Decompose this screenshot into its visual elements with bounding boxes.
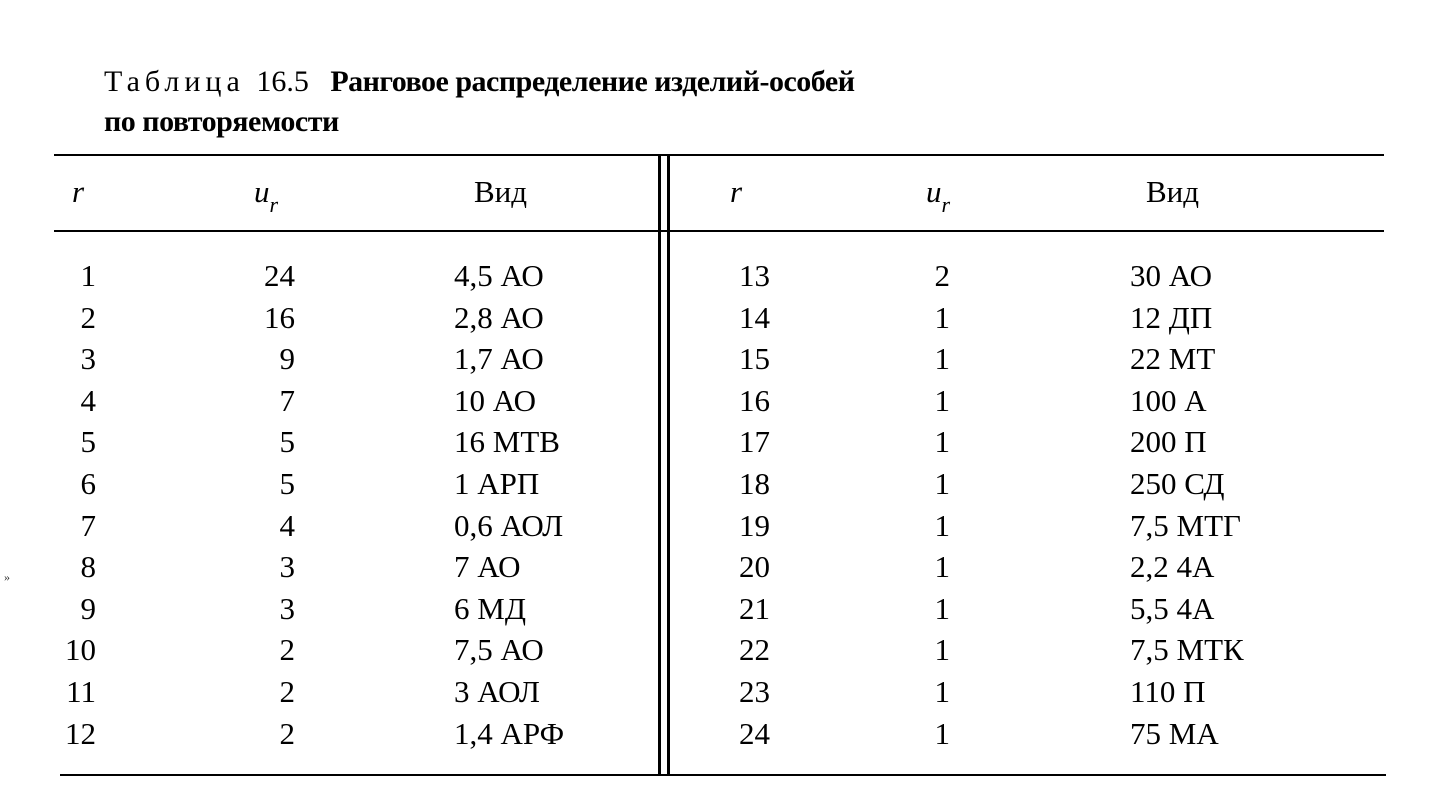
row-right-vid: 110 П	[1130, 674, 1206, 709]
header-r-right-text: r	[730, 174, 743, 209]
row-right-r: 19	[739, 507, 770, 543]
divider-line-left	[658, 154, 661, 776]
row-right-vid: 250 СД	[1130, 466, 1225, 501]
row-right-u: 1	[934, 674, 950, 709]
row-right-vid: 7,5 МТК	[1130, 632, 1244, 668]
row-left-r: 7	[80, 507, 96, 543]
header-u-left-base: u	[254, 174, 270, 209]
row-right-r: 23	[739, 674, 770, 709]
row-left-u: 3	[279, 590, 295, 626]
header-vid-left-text: Вид	[474, 174, 528, 209]
row-right-u: 1	[934, 507, 950, 543]
row-left-u: 7	[279, 382, 295, 418]
row-right-vid: 22 МТ	[1130, 341, 1216, 377]
row-right-r: 14	[739, 299, 770, 335]
row-left-u: 4	[279, 507, 295, 543]
header-u-left-sub: r	[269, 192, 279, 217]
header-ur-left	[254, 174, 279, 217]
row-left-u: 5	[279, 466, 295, 501]
row-left-u: 9	[279, 341, 295, 377]
row-left-r: 11	[66, 674, 96, 709]
caption-line-2	[104, 102, 854, 142]
row-right-r: 17	[739, 424, 770, 460]
row-right-vid: 7,5 МТГ	[1130, 507, 1241, 543]
row-right-u: 2	[934, 258, 950, 293]
row-left-r: 9	[80, 590, 96, 626]
caption-number: 16.5	[256, 65, 309, 98]
row-right-vid: 2,2 4А	[1130, 549, 1215, 585]
row-right-vid: 75 МА	[1130, 715, 1219, 751]
header-r-left-text: r	[72, 174, 85, 209]
row-left-r: 8	[80, 549, 96, 585]
row-right-u: 1	[934, 341, 950, 377]
row-left-u: 16	[264, 299, 295, 335]
header-r-right	[730, 176, 742, 208]
row-left-vid: 7 АО	[454, 549, 521, 585]
row-left-vid: 1,4 АРФ	[454, 715, 565, 751]
row-right-u: 1	[934, 424, 950, 460]
caption-prefix: Таблица	[104, 65, 245, 98]
header-vid-left	[474, 176, 527, 208]
row-left-vid: 4,5 АО	[454, 258, 544, 293]
row-left-u: 2	[279, 715, 295, 751]
row-right-r: 22	[739, 632, 770, 668]
row-right-r: 24	[739, 715, 770, 751]
row-right-u: 1	[934, 299, 950, 335]
divider-line-right	[667, 154, 670, 776]
row-left-r: 1	[80, 258, 96, 293]
row-left-u: 2	[279, 674, 295, 709]
row-right-r: 21	[739, 590, 770, 626]
row-right-r: 20	[739, 549, 770, 585]
header-u-right-base: u	[926, 174, 942, 209]
row-right-vid: 200 П	[1130, 424, 1207, 460]
row-left-vid: 6 МД	[454, 590, 526, 626]
header-u-right-sub: r	[941, 192, 951, 217]
caption-line-1	[104, 62, 854, 102]
row-left-r: 12	[65, 715, 96, 751]
row-left-r: 4	[80, 382, 96, 418]
table-caption	[104, 62, 854, 142]
row-right-r: 16	[739, 382, 770, 418]
row-left-vid: 2,8 АО	[454, 299, 544, 335]
row-left-r: 2	[80, 299, 96, 335]
row-right-vid: 30 АО	[1130, 258, 1212, 293]
row-right-vid: 5,5 4А	[1130, 590, 1215, 626]
row-left-vid: 7,5 АО	[454, 632, 544, 668]
row-left-u: 2	[279, 632, 295, 668]
row-left-vid: 10 АО	[454, 382, 536, 418]
row-right-r: 18	[739, 466, 770, 501]
row-right-r: 15	[739, 341, 770, 377]
row-left-vid: 1 АРП	[454, 466, 540, 501]
row-left-vid: 0,6 АОЛ	[454, 507, 564, 543]
top-rule	[54, 154, 1384, 156]
row-right-u: 1	[934, 549, 950, 585]
header-rule	[54, 230, 1384, 232]
header-vid-right	[1146, 176, 1199, 208]
row-left-r: 5	[80, 424, 96, 460]
row-right-u: 1	[934, 382, 950, 418]
row-right-u: 1	[934, 715, 950, 751]
header-r-left	[72, 176, 84, 208]
row-right-u: 1	[934, 466, 950, 501]
caption-title-line-1: Ранговое распределение изделий-особей	[330, 65, 855, 98]
bottom-rule	[60, 774, 1386, 776]
row-left-vid: 16 МТВ	[454, 424, 560, 460]
row-right-r: 13	[739, 258, 770, 293]
header-ur-right	[926, 174, 951, 217]
row-right-vid: 100 А	[1130, 382, 1207, 418]
row-left-vid: 1,7 АО	[454, 341, 544, 377]
header-vid-right-text: Вид	[1146, 174, 1200, 209]
row-right-u: 1	[934, 632, 950, 668]
row-left-r: 3	[80, 341, 96, 377]
row-left-u: 24	[264, 258, 295, 293]
row-left-u: 5	[279, 424, 295, 460]
scan-mark: »	[4, 570, 10, 584]
row-left-u: 3	[279, 549, 295, 585]
row-right-u: 1	[934, 590, 950, 626]
caption-title-line-2: по повторяемости	[104, 105, 339, 138]
row-right-vid: 12 ДП	[1130, 299, 1213, 335]
row-left-vid: 3 АОЛ	[454, 674, 540, 709]
row-left-r: 6	[80, 466, 96, 501]
row-left-r: 10	[65, 632, 96, 668]
